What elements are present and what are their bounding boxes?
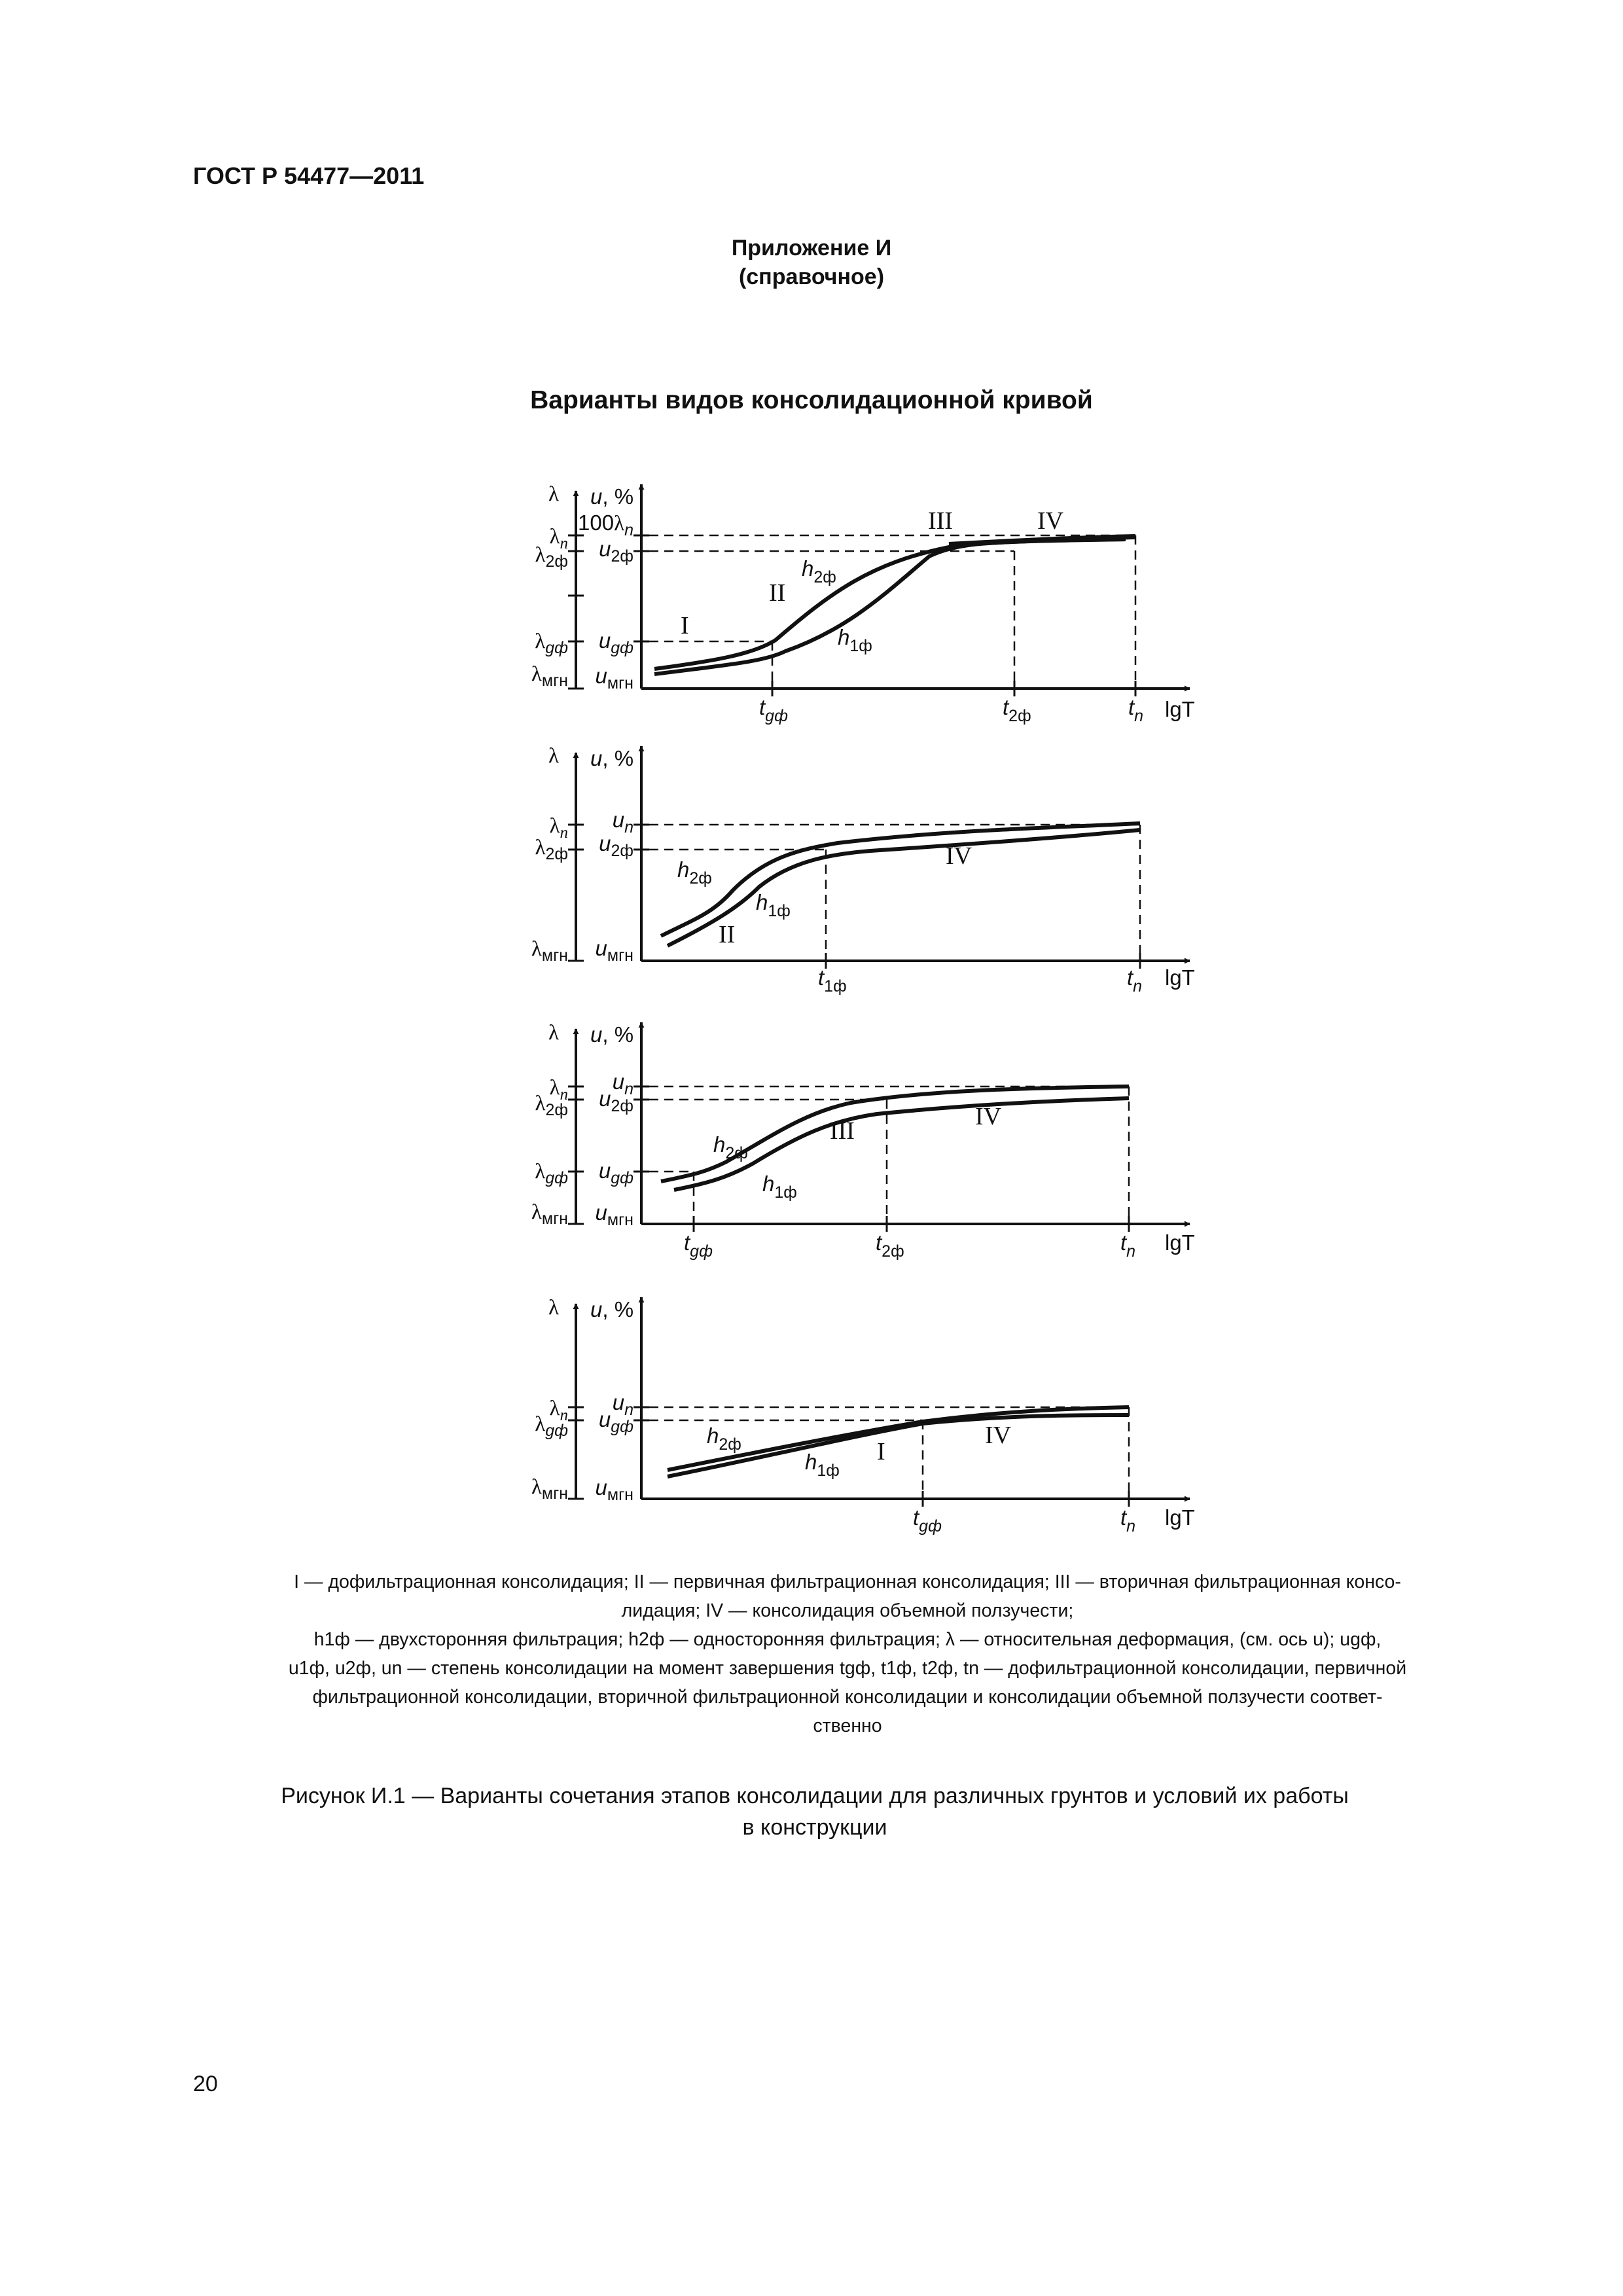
- tick-label: $u_{gф}$: [598, 1407, 633, 1436]
- page-number: 20: [193, 2072, 218, 2096]
- plot-4: [531, 1296, 1195, 1535]
- stage-label: I: [877, 1438, 885, 1465]
- curve-h1f: [654, 539, 1126, 674]
- tick-label: $u_{мгн}$: [595, 664, 633, 692]
- tick-label: $t_n$: [1120, 1230, 1136, 1261]
- tick-label: $\lambda_{мгн}$: [531, 662, 568, 690]
- stage-label: IV: [1037, 507, 1064, 535]
- tick-label: $u_{gф}$: [598, 1158, 633, 1187]
- tick-label: $u_n$: [612, 1390, 633, 1419]
- tick-label: $\lambda_{gф}$: [535, 630, 568, 657]
- tick-label: $\lambda_{2ф}$: [535, 836, 568, 863]
- plot-1: [531, 482, 1195, 725]
- curve-label-h2f: $h_{2ф}$: [802, 556, 836, 586]
- tick-label: $\lambda_n$: [549, 1076, 568, 1103]
- stage-label: II: [719, 921, 736, 948]
- caption-line: Рисунок И.1 — Варианты сочетания этапов консолидации для различных грунтов и условий их работы: [281, 1784, 1349, 1808]
- tick-label: $t_{gф}$: [759, 695, 788, 725]
- stage-label: IV: [946, 842, 972, 870]
- tick-label: $u_n$: [612, 808, 633, 836]
- u-axis-title: u, %: [590, 1022, 634, 1047]
- lambda-axis-title: λ: [548, 482, 560, 506]
- lambda-axis-title: λ: [548, 744, 560, 768]
- tick-label: $\lambda_n$: [549, 525, 568, 552]
- tick-label: $u_{мгн}$: [595, 1200, 633, 1229]
- stage-label: IV: [975, 1103, 1002, 1130]
- figure-legend: [196, 1568, 1499, 1740]
- legend-line: лидация; IV — консолидация объемной ползучести;: [621, 1600, 1074, 1621]
- tick-label: $\lambda_n$: [549, 1397, 568, 1424]
- tick-label: $t_{2ф}$: [1003, 695, 1031, 725]
- curve-label-h1f: $h_{1ф}$: [756, 890, 791, 920]
- legend-line: ственно: [813, 1715, 882, 1736]
- curve-label-h2f: $h_{2ф}$: [713, 1132, 748, 1162]
- curve-label-h2f: $h_{2ф}$: [677, 857, 712, 888]
- tick-label: $\lambda_{gф}$: [535, 1412, 568, 1440]
- tick-label: $t_n$: [1120, 1505, 1136, 1535]
- stage-label: II: [769, 579, 786, 607]
- stage-label: IV: [985, 1422, 1012, 1449]
- appendix-subtitle: (справочное): [738, 264, 885, 289]
- plot-2: [531, 744, 1195, 996]
- document-header: ГОСТ Р 54477—2011: [193, 162, 425, 189]
- curve-h2f: [654, 539, 1126, 669]
- x-axis-title: lgT: [1165, 965, 1195, 990]
- tick-label: $\lambda_{мгн}$: [531, 937, 568, 965]
- curve-label-h1f: $h_{1ф}$: [762, 1172, 797, 1202]
- tick-label: $\lambda_{gф}$: [535, 1160, 568, 1187]
- tick-label: $t_{1ф}$: [818, 965, 847, 996]
- curve-label-h1f: $h_{1ф}$: [805, 1450, 840, 1480]
- u-axis-title: u, %: [590, 484, 634, 509]
- tick-label: $u_n$: [612, 1069, 633, 1098]
- page-title: Варианты видов консолидационной кривой: [530, 386, 1093, 414]
- tick-label: $u_{2ф}$: [599, 537, 633, 565]
- curve-h2f: [661, 823, 1140, 936]
- tick-label: $t_n$: [1128, 695, 1144, 725]
- legend-line: I — дофильтрационная консолидация; II — первичная фильтрационная консолидация; III — вторичная фильтрационная консо-: [294, 1571, 1401, 1592]
- tick-label: $u_{2ф}$: [599, 1086, 633, 1115]
- curve-label-h2f: $h_{2ф}$: [707, 1424, 741, 1454]
- plot-3: [531, 1021, 1195, 1261]
- tick-label: $t_{2ф}$: [876, 1230, 904, 1261]
- x-axis-title: lgT: [1165, 697, 1195, 721]
- tick-label: $t_{gф}$: [913, 1505, 942, 1535]
- tick-label: $\lambda_{мгн}$: [531, 1200, 568, 1228]
- tick-label: $\lambda_{2ф}$: [535, 1092, 568, 1119]
- tick-label: $u_{2ф}$: [599, 831, 633, 860]
- tick-label: $u_{мгн}$: [595, 1475, 633, 1504]
- caption-line: в конструкции: [742, 1815, 887, 1840]
- tick-label: $t_{gф}$: [684, 1230, 713, 1261]
- lambda-axis-title: λ: [548, 1021, 560, 1045]
- figure-caption: [196, 1780, 1433, 1843]
- curve-label-h1f: $h_{1ф}$: [838, 625, 872, 655]
- x-axis-title: lgT: [1165, 1505, 1195, 1530]
- u-axis-title: u, %: [590, 746, 634, 770]
- tick-label: $100\lambda_n$: [578, 511, 633, 539]
- lambda-axis-title: λ: [548, 1296, 560, 1319]
- curve-h1f: [668, 830, 1140, 946]
- tick-label: $\lambda_{мгн}$: [531, 1475, 568, 1503]
- stage-label: I: [681, 612, 689, 639]
- tick-label: $u_{мгн}$: [595, 936, 633, 965]
- stage-label: III: [830, 1117, 855, 1145]
- tick-label: $t_n$: [1127, 965, 1143, 996]
- tick-label: $\lambda_{2ф}$: [535, 543, 568, 571]
- legend-line: h1ф — двухсторонняя фильтрация; h2ф — односторонняя фильтрация; λ — относительная деформация, (см. ось u); ugф,: [313, 1629, 1382, 1650]
- x-axis-title: lgT: [1165, 1230, 1195, 1255]
- legend-line: u1ф, u2ф, un — степень консолидации на момент завершения tgф, t1ф, t2ф, tn — дофильтрационной консолидации, первичной: [288, 1658, 1407, 1679]
- legend-line: фильтрационной консолидации, вторичной фильтрационной консолидации и консолидации объемной ползучести соответ-: [312, 1687, 1383, 1708]
- tick-label: $u_{gф}$: [598, 628, 633, 657]
- stage-label: III: [928, 507, 953, 535]
- tick-label: $\lambda_n$: [549, 814, 568, 842]
- appendix-title: Приложение И: [731, 236, 892, 260]
- u-axis-title: u, %: [590, 1297, 634, 1321]
